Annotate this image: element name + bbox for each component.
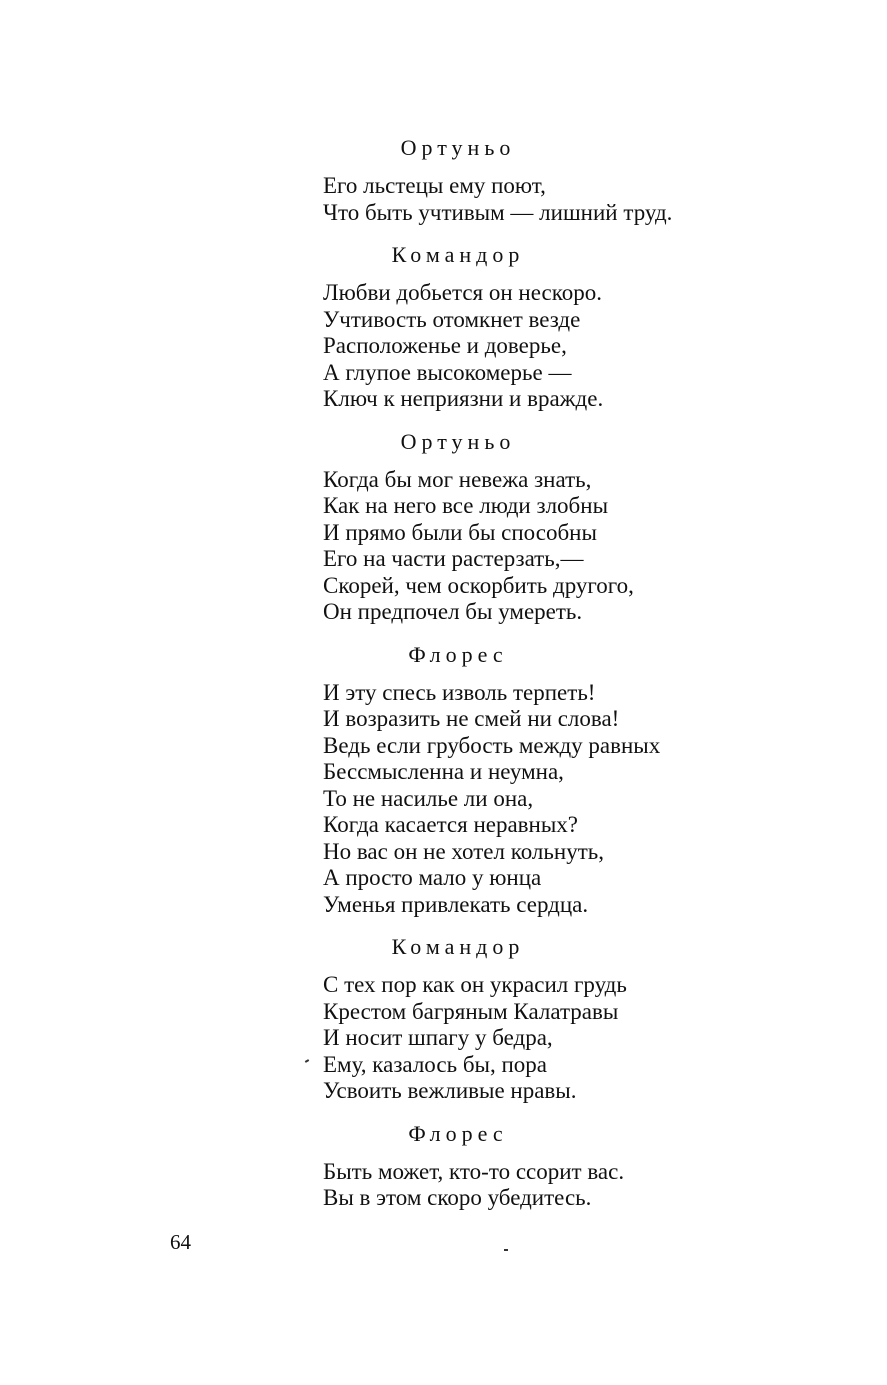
verse-line: Бессмысленна и неумна, — [323, 759, 564, 784]
speech-ortunyo-1 — [323, 133, 743, 226]
verse-line: Когда касается неравных? — [323, 812, 579, 837]
verse-line: Его на части растерзать,— — [323, 546, 584, 571]
speech-flores-2 — [323, 1119, 743, 1212]
speaker-name: Ортуньо — [400, 428, 516, 454]
verse-line: Но вас он не хотел кольнуть, — [323, 838, 604, 864]
print-speck — [305, 1059, 309, 1063]
speaker-name: Ортуньо — [400, 135, 516, 160]
verse-line: И прямо были бы способны — [323, 519, 597, 545]
speech-commander-2 — [323, 932, 743, 1105]
speech-commander-1 — [323, 240, 743, 413]
verse-line: Учтивость отомкнет везде — [323, 306, 581, 332]
verse-line: Ведь если грубость между равных — [323, 732, 661, 758]
speaker-name: Командор — [391, 242, 525, 267]
speaker-name: Флорес — [408, 1120, 508, 1146]
verse-line: Усвоить вежливые нравы. — [323, 1078, 577, 1103]
verse-line: Что быть учтивым — лишний труд. — [323, 199, 673, 225]
page-number: 64 — [170, 1230, 191, 1254]
verse-line: С тех пор как он украсил грудь — [323, 972, 627, 997]
stanza — [323, 1159, 743, 1212]
verse-line: Быть может, кто-то ссорит вас. — [323, 1158, 625, 1184]
verse-line: Его льстецы ему поют, — [323, 173, 546, 198]
verse-line: И носит шпагу у бедра, — [323, 1025, 553, 1050]
verse-line: Скорей, чем оскорбить другого, — [323, 572, 634, 598]
verse-line: Расположенье и доверье, — [323, 333, 567, 358]
print-speck — [504, 1249, 508, 1251]
verse-line: Когда бы мог невежа знать, — [323, 466, 592, 492]
stanza — [323, 280, 743, 413]
verse-line: Крестом багряным Калатравы — [323, 998, 619, 1024]
verse-line: А глупое высокомерье — — [323, 359, 572, 385]
verse-line: То не насилье ли она, — [323, 785, 534, 811]
speaker-name: Флорес — [408, 641, 508, 667]
verse-line: Вы в этом скоро убедитесь. — [323, 1185, 592, 1210]
verse-line: Ключ к неприязни и вражде. — [323, 386, 604, 411]
verse-line: Он предпочел бы умереть. — [323, 599, 583, 624]
stanza — [323, 173, 743, 226]
verse-line: Ему, казалось бы, пора — [323, 1051, 548, 1077]
verse-line: И возразить не смей ни слова! — [323, 706, 620, 731]
stanza — [323, 972, 743, 1105]
speech-ortunyo-2 — [323, 427, 743, 626]
verse-line: А просто мало у юнца — [323, 865, 542, 890]
speech-flores-1 — [323, 640, 743, 919]
stanza — [323, 680, 743, 919]
play-text — [323, 133, 743, 1212]
stanza — [323, 467, 743, 626]
speaker-name: Командор — [391, 934, 525, 959]
verse-line: Любви добьется он нескоро. — [323, 280, 602, 305]
verse-line: И эту спесь изволь терпеть! — [323, 679, 596, 705]
verse-line: Уменья привлекать сердца. — [323, 891, 589, 917]
verse-line: Как на него все люди злобны — [323, 493, 609, 518]
